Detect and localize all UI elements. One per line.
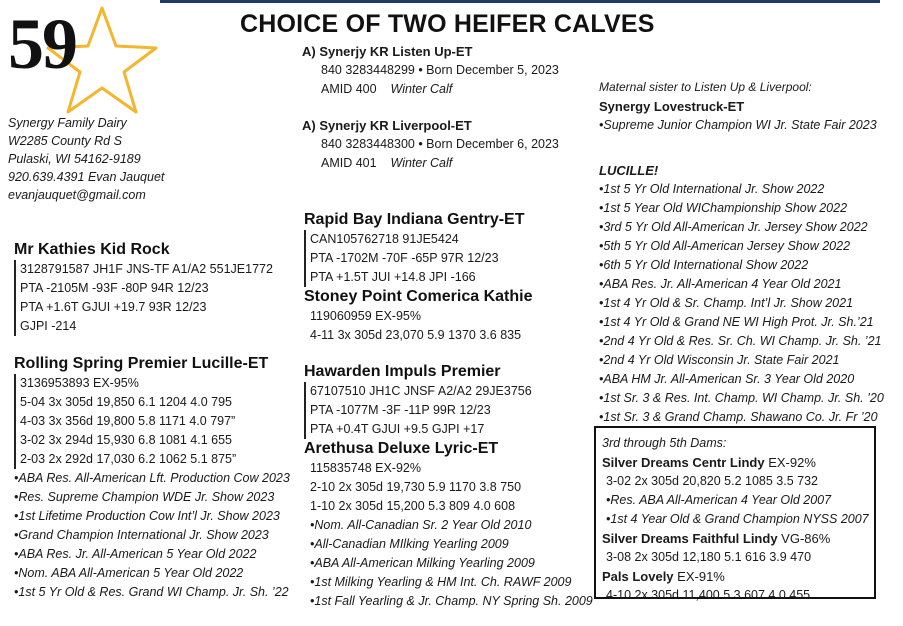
dam-honor: •Grand Champion International Jr. Show 2023 [14, 528, 269, 542]
phone-line: 920.639.4391 Evan Jauquet [8, 170, 165, 184]
dam-entry-name: Pals Lovely [602, 569, 674, 584]
ped-line: 67107510 JH1C JNSF A2/A2 29JE3756 [310, 384, 532, 398]
lucille-honor: •6th 5 Yr Old International Show 2022 [599, 258, 809, 272]
calf-b-class: Winter Calf [390, 156, 453, 170]
dam-entry-score: VG-86% [781, 531, 831, 546]
dam-line: 2-03 2x 292d 17,030 6.2 1062 5.1 875” [20, 452, 237, 466]
lucille-honor: •3rd 5 Yr Old All-American Jr. Jersey Show 2022 [599, 220, 868, 234]
ped-line: PTA +1.5T JUI +14.8 JPI -166 [310, 270, 476, 284]
contact-block [8, 114, 164, 204]
sire-line: PTA -2105M -93F -80P 94R 12/23 [20, 281, 209, 295]
maternal-intro: Maternal sister to Listen Up & Liverpool: [599, 80, 812, 94]
lucille-honors [599, 180, 884, 427]
lucille-honor: •2nd 4 Yr Old & Res. Sr. Ch. WI Champ. Jr. Sh. ’21 [599, 334, 882, 348]
sire-line: 3128791587 JH1F JNS-TF A1/A2 551JE1772 [20, 262, 273, 276]
ped-honor: •1st Fall Yearling & Jr. Champ. NY Spring Sh. 2009 [310, 594, 593, 608]
calf-b-name: A) Synerjy KR Liverpool-ET [302, 118, 472, 133]
lucille-honor: •1st Sr. 3 & Res. Int. Champ. WI Champ. Jr. Sh. ’20 [599, 391, 884, 405]
dam-entry-name: Silver Dreams Faithful Lindy [602, 531, 778, 546]
ped-honor: •1st Milking Yearling & HM Int. Ch. RAWF 2009 [310, 575, 572, 589]
dam-honor: •Nom. ABA All-American 5 Year Old 2022 [14, 566, 244, 580]
calf-b [302, 116, 559, 173]
sire-name: Mr Kathies Kid Rock [14, 241, 170, 258]
dam-entry-heading [602, 567, 868, 586]
lucille-section [599, 161, 884, 427]
dam-entry-heading [602, 529, 868, 548]
city-line: Pulaski, WI 54162-9189 [8, 152, 141, 166]
dam-entry-score: EX-92% [768, 455, 816, 470]
email-link[interactable]: evanjauquet@gmail.com [8, 188, 146, 202]
lucille-honor: •1st 4 Yr Old & Grand NE WI High Prot. Jr. Sh.’21 [599, 315, 874, 329]
dam-honor: •ABA Res. Jr. All-American 5 Year Old 2022 [14, 547, 257, 561]
dam-honor: •Res. Supreme Champion WDE Jr. Show 2023 [14, 490, 275, 504]
pedigree-mid-1 [304, 210, 533, 345]
calf-a-amid: AMID 400 [321, 82, 377, 96]
lucille-honor: •5th 5 Yr Old All-American Jersey Show 2022 [599, 239, 851, 253]
lucille-heading: LUCILLE! [599, 163, 659, 178]
ped-line: 119060959 EX-95% [310, 309, 421, 323]
sire-line: PTA +1.6T GJUI +19.7 93R 12/23 [20, 300, 207, 314]
ped-honor: •ABA All-American Milking Yearling 2009 [310, 556, 535, 570]
ped-lines [304, 459, 593, 516]
ped-lines [304, 382, 593, 439]
ped-name: Stoney Point Comerica Kathie [304, 288, 533, 305]
calf-b-amid-row [302, 154, 559, 173]
lucille-honor: •1st 5 Yr Old International Jr. Show 2022 [599, 182, 825, 196]
sire-line: GJPI -214 [20, 319, 77, 333]
dam-line: 4-03 3x 356d 19,800 5.8 1171 4.0 797” [20, 414, 236, 428]
dam-entry-name: Silver Dreams Centr Lindy [602, 455, 765, 470]
maternal-name: Synergy Lovestruck-ET [599, 99, 745, 114]
ped-line: 2-10 2x 305d 19,730 5.9 1170 3.8 750 [310, 480, 522, 494]
maternal-honor: •Supreme Junior Champion WI Jr. State Fair 2023 [599, 118, 877, 132]
dam-line: 3136953893 EX-95% [20, 376, 139, 390]
ped-line: 4-11 3x 305d 23,070 5.9 1370 3.6 835 [310, 328, 522, 342]
ped-line: CAN105762718 91JE5424 [310, 232, 459, 246]
lucille-honor: •ABA HM Jr. All-American Sr. 3 Year Old 2020 [599, 372, 855, 386]
ped-line: PTA -1077M -3F -11P 99R 12/23 [310, 403, 491, 417]
lot-number: 59 [8, 4, 76, 84]
calf-b-reg: 840 3283448300 • Born December 6, 2023 [321, 137, 559, 151]
dam-honor: •1st 5 Yr Old & Res. Grand WI Champ. Jr. Sh. ’22 [14, 585, 289, 599]
dams-heading: 3rd through 5th Dams: [602, 436, 727, 450]
page-title: CHOICE OF TWO HEIFER CALVES [240, 10, 655, 38]
lucille-honor: •1st 4 Yr Old & Sr. Champ. Int’l Jr. Show 2021 [599, 296, 854, 310]
maternal-sister [599, 78, 877, 135]
calf-a-reg: 840 3283448299 • Born December 5, 2023 [321, 63, 559, 77]
ped-name: Rapid Bay Indiana Gentry-ET [304, 211, 525, 228]
calf-b-amid: AMID 401 [321, 156, 377, 170]
ped-honor: •Nom. All-Canadian Sr. 2 Year Old 2010 [310, 518, 532, 532]
lucille-honor: •1st Sr. 3 & Grand Champ. Shawano Co. Jr. Fr ’20 [599, 410, 878, 424]
farm-name: Synergy Family Dairy [8, 116, 127, 130]
lucille-honor: •2nd 4 Yr Old Wisconsin Jr. State Fair 2021 [599, 353, 840, 367]
address-line: W2285 County Rd S [8, 134, 122, 148]
dam-records [14, 374, 290, 469]
ped-lines [304, 230, 533, 287]
calf-a [302, 42, 559, 99]
ped-honor: •All-Canadian MIlking Yearling 2009 [310, 537, 509, 551]
ped-line: 115835748 EX-92% [310, 461, 421, 475]
dam-entry-score: EX-91% [677, 569, 725, 584]
dam-honor: •1st Lifetime Production Cow Int’l Jr. Show 2023 [14, 509, 280, 523]
sire-block [14, 240, 273, 336]
top-rule [160, 0, 880, 3]
dams-box [594, 426, 876, 602]
dam-entry-heading [602, 453, 868, 472]
dam-entry-honor: •1st 4 Year Old & Grand Champion NYSS 2007 [606, 512, 869, 526]
calf-a-name: A) Synerjy KR Listen Up-ET [302, 44, 473, 59]
pedigree-mid-2 [304, 362, 593, 611]
ped-line: PTA -1702M -70F -65P 97R 12/23 [310, 251, 499, 265]
dam-block [14, 354, 290, 602]
lucille-honor: •1st 5 Year Old WIChampionship Show 2022 [599, 201, 848, 215]
ped-lines [304, 307, 533, 345]
dam-line: 5-04 3x 305d 19,850 6.1 1204 4.0 795 [20, 395, 232, 409]
calf-a-class: Winter Calf [390, 82, 453, 96]
lucille-honor: •ABA Res. Jr. All-American 4 Year Old 2021 [599, 277, 842, 291]
calf-a-amid-row [302, 80, 559, 99]
ped-honors [304, 516, 593, 611]
dam-line: 3-02 3x 294d 15,930 6.8 1081 4.1 655 [20, 433, 232, 447]
dam-honors [14, 469, 290, 602]
ped-line: 1-10 2x 305d 15,200 5.3 809 4.0 608 [310, 499, 516, 513]
dam-name: Rolling Spring Premier Lucille-ET [14, 355, 269, 372]
dam-honor: •ABA Res. All-American Lft. Production Cow 2023 [14, 471, 290, 485]
ped-name: Arethusa Deluxe Lyric-ET [304, 440, 499, 457]
dam-entry-honor: •Res. ABA All-American 4 Year Old 2007 [606, 493, 832, 507]
sire-lines [14, 260, 273, 336]
ped-name: Hawarden Impuls Premier [304, 363, 501, 380]
dam-entry-line: 3-08 2x 305d 12,180 5.1 616 3.9 470 [606, 550, 812, 564]
dam-entry-line: 3-02 2x 305d 20,820 5.2 1085 3.5 732 [606, 474, 818, 488]
ped-line: PTA +0.4T GJUI +9.5 GJPI +17 [310, 422, 485, 436]
dam-entry-line: 4-10 2x 305d 11,400 5.3 607 4.0 455 [606, 588, 811, 602]
